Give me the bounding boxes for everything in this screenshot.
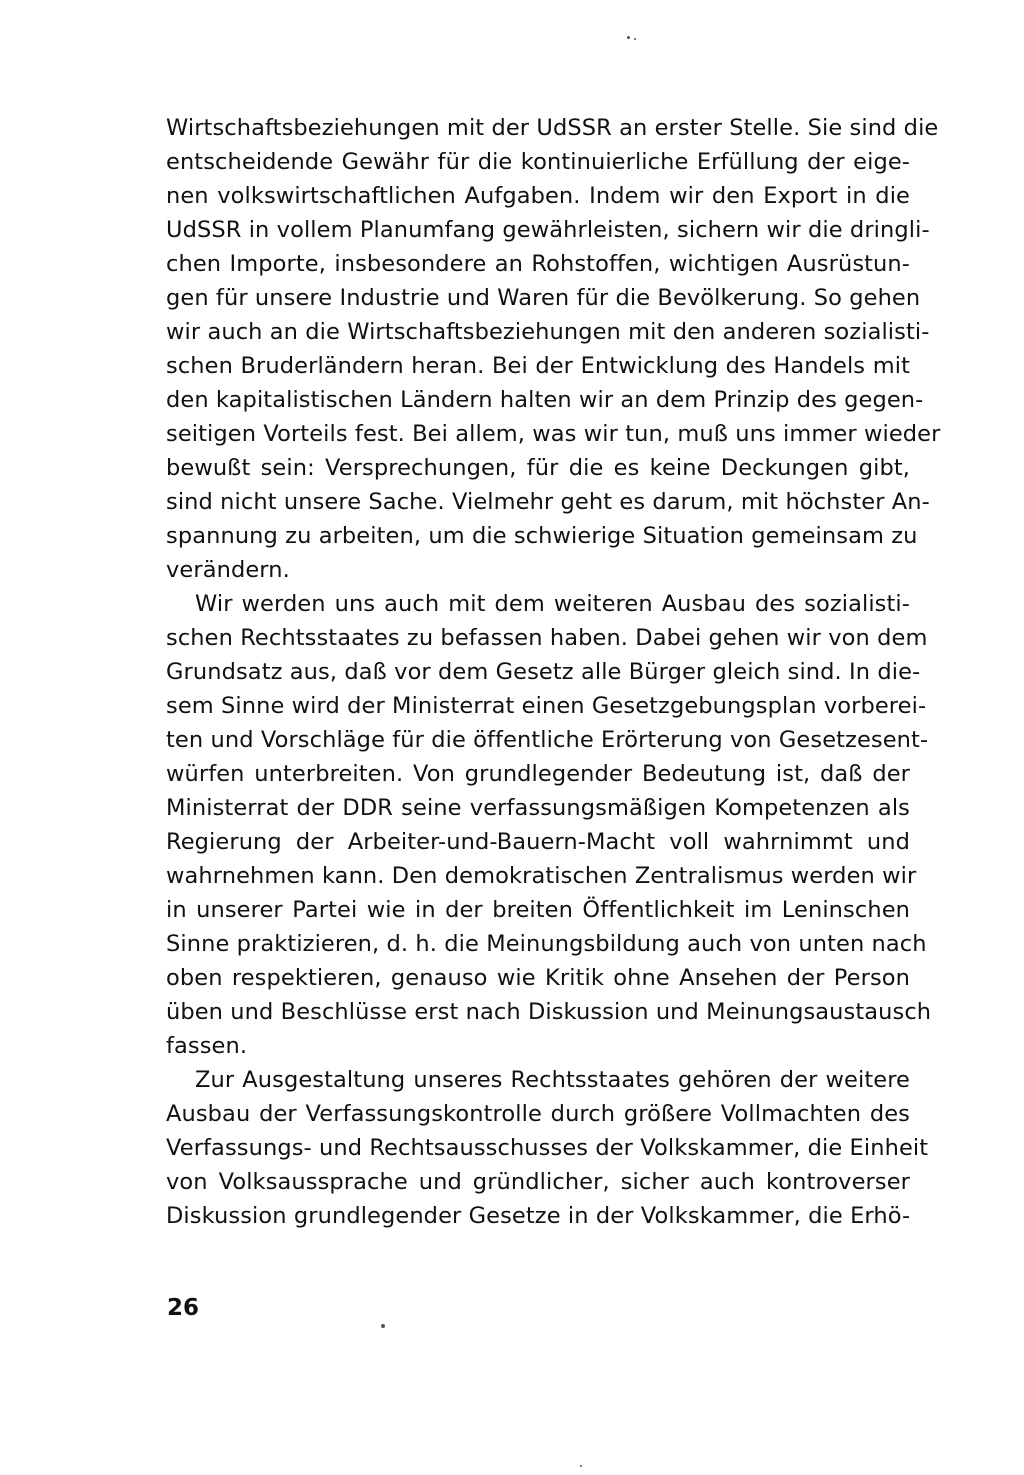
text-line: schen Rechtsstaates zu befassen haben. Dabei gehen wir von dem (166, 625, 928, 651)
text-line: den kapitalistischen Ländern halten wir an dem Prinzip des gegen- (166, 387, 924, 413)
scan-speck (634, 38, 636, 40)
scan-speck (627, 36, 630, 39)
text-line: schen Bruderländern heran. Bei der Entwicklung des Handels mit (166, 353, 910, 379)
text-line: bewußt sein: Versprechungen, für die es keine Deckungen gibt, (166, 455, 910, 481)
text-line: Ministerrat der DDR seine verfassungsmäßigen Kompetenzen als (166, 795, 910, 821)
text-line: in unserer Partei wie in der breiten Öffentlichkeit im Leninschen (166, 897, 910, 923)
text-line: Sinne praktizieren, d. h. die Meinungsbildung auch von unten nach (166, 931, 927, 957)
text-line: seitigen Vorteils fest. Bei allem, was wir tun, muß uns immer wieder (166, 421, 941, 447)
text-line: Wirtschaftsbeziehungen mit der UdSSR an erster Stelle. Sie sind die (166, 115, 939, 141)
text-line: Regierung der Arbeiter-und-Bauern-Macht voll wahrnimmt und (166, 829, 910, 855)
scan-speck (580, 1465, 582, 1467)
paragraph (166, 587, 932, 1063)
text-line: ten und Vorschläge für die öffentliche Erörterung von Gesetzesent- (166, 727, 929, 753)
paragraph (166, 111, 941, 587)
text-line: oben respektieren, genauso wie Kritik ohne Ansehen der Person (166, 965, 910, 991)
text-line: von Volksaussprache und gründlicher, sicher auch kontroverser (166, 1169, 910, 1195)
text-line: Verfassungs- und Rechtsausschusses der Volkskammer, die Einheit (166, 1135, 929, 1161)
text-line: nen volkswirtschaftlichen Aufgaben. Indem wir den Export in die (166, 183, 910, 209)
text-line: sem Sinne wird der Ministerrat einen Gesetzgebungsplan vorberei- (166, 693, 927, 719)
text-line: üben und Beschlüsse erst nach Diskussion und Meinungsaustausch (166, 999, 932, 1025)
paragraph (166, 1063, 929, 1233)
text-line: würfen unterbreiten. Von grundlegender Bedeutung ist, daß der (166, 761, 910, 787)
text-line: chen Importe, insbesondere an Rohstoffen, wichtigen Ausrüstun- (166, 251, 910, 277)
text-line: Ausbau der Verfassungskontrolle durch größere Vollmachten des (166, 1101, 910, 1127)
page-number: 26 (167, 1295, 200, 1321)
text-line: verändern. (166, 557, 290, 583)
scan-speck (381, 1324, 385, 1328)
text-line: Diskussion grundlegender Gesetze in der Volkskammer, die Erhö- (166, 1203, 911, 1229)
text-line: entscheidende Gewähr für die kontinuierliche Erfüllung der eige- (166, 149, 910, 175)
text-line: gen für unsere Industrie und Waren für die Bevölkerung. So gehen (166, 285, 921, 311)
text-line: wahrnehmen kann. Den demokratischen Zentralismus werden wir (166, 863, 917, 889)
text-line: fassen. (166, 1033, 248, 1059)
text-line: spannung zu arbeiten, um die schwierige Situation gemeinsam zu (166, 523, 918, 549)
text-line: wir auch an die Wirtschaftsbeziehungen mit den anderen sozialisti- (166, 319, 930, 345)
text-line: Zur Ausgestaltung unseres Rechtsstaates gehören der weitere (195, 1067, 910, 1093)
text-line: UdSSR in vollem Planumfang gewährleisten, sichern wir die dringli- (166, 217, 930, 243)
text-line: Wir werden uns auch mit dem weiteren Ausbau des sozialisti- (195, 591, 910, 617)
text-line: sind nicht unsere Sache. Vielmehr geht es darum, mit höchster An- (166, 489, 930, 515)
body-text (166, 111, 941, 1233)
text-line: Grundsatz aus, daß vor dem Gesetz alle Bürger gleich sind. In die- (166, 659, 921, 685)
